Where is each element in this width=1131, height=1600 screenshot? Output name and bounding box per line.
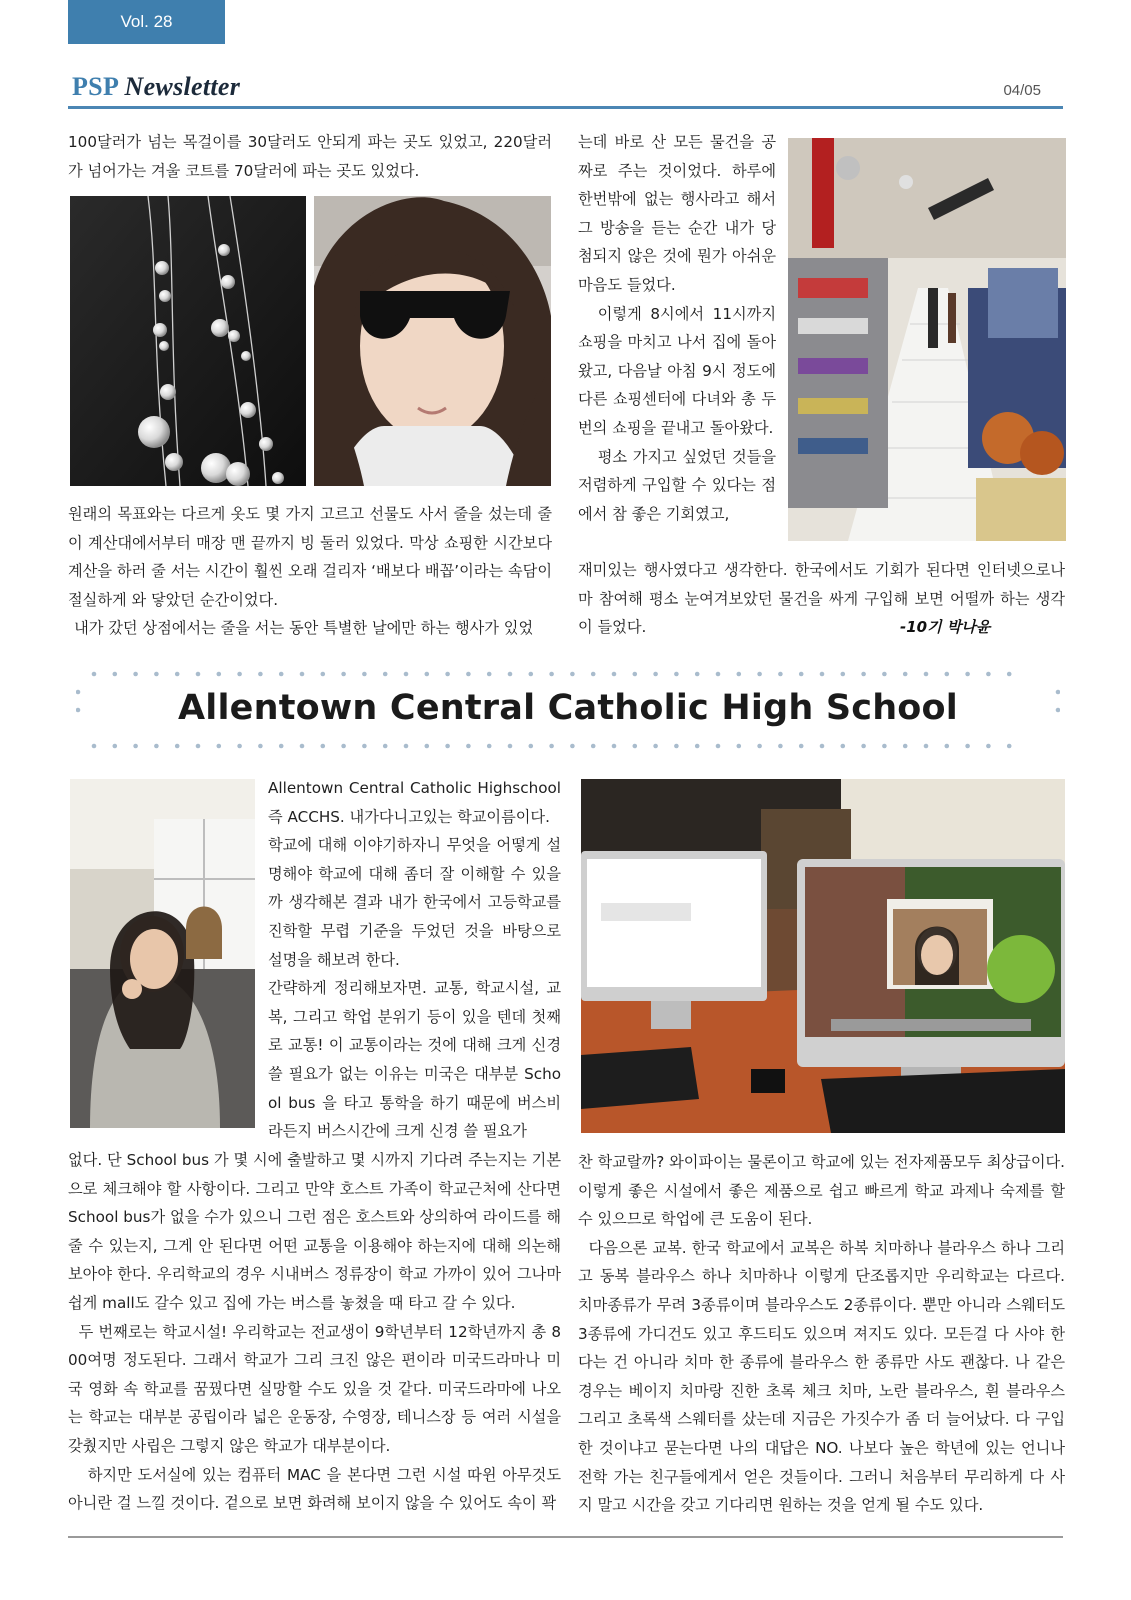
border-dot — [591, 744, 596, 749]
border-dot — [882, 672, 887, 677]
border-dot — [674, 744, 679, 749]
border-dot — [300, 744, 305, 749]
article1-intro: 100달러가 넘는 목걸이를 30달러도 안되게 파는 곳도 있었고, 220달러가 넘어가는 겨울 코트를 70달러에 파는 곳도 있었다. — [68, 133, 552, 180]
border-dot — [133, 744, 138, 749]
border-dot — [425, 672, 430, 677]
article1-right-wide: 재미있는 행사였다고 생각한다. 한국에서도 기회가 된다면 인터넷으로나마 참여해 평소 눈여겨보았던 물건을 싸게 구입해 보면 어떨까 하는 생각이 들었다. — [578, 561, 1065, 637]
border-dot — [487, 744, 492, 749]
border-dot — [133, 672, 138, 677]
border-dot — [237, 672, 242, 677]
border-dot — [321, 672, 326, 677]
border-dot — [217, 672, 222, 677]
article2-col1-wide: 없다. 단 School bus 가 몇 시에 출발하고 몇 시까지 기다려 주는지는 기본으로 체크해야 할 사항이다. 그리고 만약 호스트 가족이 학교근처에 산다면 School bus가 없을 수가 있으니 그런 점은 호스트와 상의하여 라이드를 해 줄 수 있는지, 그게 안 된다면 어떤 교통을 이용해야 하는지에 대해 의논해 보아야 한다. 우리학교의 경우 시내버스 정류장이 학교 가까이 있어 그나마 쉽게 mall도 갈수 있고 집에 가는 버스를 놓쳤을 때 타고 갈 수 있다. 두 번째로는 학교시설! 우리학교는 전교생이 9학년부터 12학년까지 총 800여명 정도된다. 그래서 학교가 그리 크진 않은 편이라 미국드라마나 미국 영화 속 학교를 꿈꿨다면 실망할 수도 있을 것 같다. 미국드라마에 나오는 학교는 대부분 공립이라 넓은 운동장, 수영장, 테니스장 등 여러 시설을 갖췄지만 사립은 그렇지 않은 학교가 대부분이다. 하지만 도서실에 있는 컴퓨터 MAC 을 본다면 그런 시설 따윈 아무것도 아니란 걸 느낄 것이다. 겉으로 보면 화려해 보이지 않을 수 있어도 속이 꽉 — [68, 1151, 561, 1513]
border-dot — [466, 744, 471, 749]
section-title: Allentown Central Catholic High School — [177, 688, 958, 728]
border-dot — [716, 744, 721, 749]
article1-right-narrow: 는데 바로 산 모든 물건을 공짜로 주는 것이었다. 하루에 한번밖에 없는 행사라고 해서 그 방송을 듣는 순간 내가 당첨되지 않은 것에 뭔가 아쉬운 마음도 들었다. 이렇게 8시에서 11시까지 쇼핑을 마치고 나서 집에 돌아왔고, 다음날 아침 9시 정도에 다른 쇼핑센터에 다녀와 총 두 번의 쇼핑을 끝내고 돌아왔다. 평소 가지고 싶었던 것들을 저렴하게 구입할 수 있다는 점에서 참 좋은 기회였고, — [578, 133, 776, 523]
border-dot — [695, 672, 700, 677]
border-dot — [529, 672, 534, 677]
border-dot — [362, 672, 367, 677]
border-dot — [757, 744, 762, 749]
border-dot — [237, 744, 242, 749]
border-dot — [445, 744, 450, 749]
border-dot — [861, 744, 866, 749]
border-dot — [945, 744, 950, 749]
border-dot — [820, 744, 825, 749]
border-dot — [92, 672, 97, 677]
department-store-photo — [788, 138, 1066, 541]
border-dot — [217, 744, 222, 749]
brand-newsletter: Newsletter — [124, 72, 241, 101]
border-dot — [716, 672, 721, 677]
border-dot — [633, 672, 638, 677]
section-title-box — [76, 670, 1060, 750]
border-dot — [175, 672, 180, 677]
border-dot — [300, 672, 305, 677]
border-dot — [154, 672, 159, 677]
article2-col2: 찬 학교랄까? 와이파이는 물론이고 학교에 있는 전자제품모두 최상급이다. 이렇게 좋은 시설에서 좋은 제품으로 쉽고 빠르게 학교 과제나 숙제를 할 수 있으므로 학업에 큰 도움이 된다. 다음으론 교복. 한국 학교에서 교복은 하복 치마하나 블라우스 하나 그리고 동복 블라우스 하나 치마하나 이렇게 단조롭지만 우리학교는 다르다. 치마종류가 무려 3종류이며 블라우스도 2종류이다. 뿐만 아니라 스웨터도 3종류에 가디건도 있고 후드티도 있으며 져지도 있다. 모든걸 다 사야 한다는 건 아니라 치마 한 종류에 블라우스 한 종류만 사도 괜찮다. 나 같은 경우는 베이지 치마랑 진한 초록 체크 치마, 노란 블라우스, 흰 블라우스 그리고 초록색 스웨터를 샀는데 지금은 가짓수가 좀 더 늘어났다. 다 구입한 것이냐고 묻는다면 나의 대답은 NO. 나보다 높은 학년에 있는 언니나 전학 가는 친구들에게서 얻은 것들이다. 그러니 처음부터 무리하게 다 사지 말고 시간을 갖고 기다리면 원하는 것을 얻게 될 수도 있다. — [578, 1153, 1065, 1515]
border-dot — [757, 672, 762, 677]
computer-lab-photo — [581, 779, 1065, 1133]
border-dot — [612, 744, 617, 749]
border-dot — [279, 672, 284, 677]
border-dot — [154, 744, 159, 749]
border-dot — [425, 744, 430, 749]
classroom-photo — [70, 779, 255, 1128]
border-dot — [653, 672, 658, 677]
border-dot — [612, 672, 617, 677]
border-dot — [986, 672, 991, 677]
sunglasses-selfie-photo — [314, 196, 551, 486]
newsletter-masthead — [72, 72, 240, 102]
border-dot — [445, 672, 450, 677]
border-dot — [841, 744, 846, 749]
border-dot — [903, 744, 908, 749]
border-dot — [965, 672, 970, 677]
border-dot — [778, 672, 783, 677]
article2-col1-narrow: Allentown Central Catholic Highschool 즉 ACCHS. 내가다니고있는 학교이름이다. 학교에 대해 이야기하자니 무엇을 어떻게 설명해야 학교에 대해 좀더 잘 이해할 수 있을까 생각해본 결과 내가 한국에서 고등학교를 진학할 무렵 기준을 두었던 것을 바탕으로 설명을 해보려 한다. 간략하게 정리해보자면. 교통, 학교시설, 교복, 그리고 학업 분위기 등이 있을 텐데 첫째로 교통! 이 교통이라는 것에 대해 크게 신경 쓸 필요가 없는 이유는 미국은 대부분 School bus 을 타고 통학을 하기 때문에 버스비라든지 버스시간에 크게 신경 쓸 필요가 — [268, 779, 561, 1141]
border-dot — [258, 744, 263, 749]
border-dot — [113, 744, 118, 749]
border-dot — [882, 744, 887, 749]
border-dot — [404, 744, 409, 749]
border-dot — [549, 744, 554, 749]
border-dot — [487, 672, 492, 677]
border-dot — [362, 744, 367, 749]
issue-date: 04/05 — [1003, 82, 1041, 99]
border-dot — [404, 672, 409, 677]
border-dot — [113, 672, 118, 677]
border-dot — [549, 672, 554, 677]
border-dot — [861, 672, 866, 677]
article1-author: -10기 박나윤 — [900, 618, 991, 636]
header-rule — [68, 106, 1063, 109]
border-dot — [820, 672, 825, 677]
border-dot — [570, 672, 575, 677]
border-dot — [924, 672, 929, 677]
border-dot — [778, 744, 783, 749]
border-dot — [321, 744, 326, 749]
border-dot — [965, 744, 970, 749]
border-dot — [196, 744, 201, 749]
border-dot — [258, 672, 263, 677]
border-dot — [799, 744, 804, 749]
article1-left-body: 원래의 목표와는 다르게 옷도 몇 가지 고르고 선물도 사서 줄을 섰는데 줄이 계산대에서부터 매장 맨 끝까지 빙 둘러 있었다. 막상 쇼핑한 시간보다 계산을 하러 줄 서는 시간이 훨씬 오래 걸리자 ‘배보다 배꼽’이라는 속담이 절실하게 와 닿았던 순간이었다. 내가 갔던 상점에서는 줄을 서는 동안 특별한 날에만 하는 행사가 있었 — [68, 505, 552, 638]
border-dot — [529, 744, 534, 749]
border-dot — [341, 744, 346, 749]
border-dot — [570, 744, 575, 749]
border-dot — [508, 744, 513, 749]
border-dot — [279, 744, 284, 749]
border-dot — [695, 744, 700, 749]
necklace-photo — [70, 196, 306, 486]
border-dot — [653, 744, 658, 749]
brand-psp: PSP — [72, 72, 118, 101]
border-dot — [383, 744, 388, 749]
border-dot — [737, 744, 742, 749]
border-dot — [1007, 744, 1012, 749]
border-dot — [841, 672, 846, 677]
border-dot — [799, 672, 804, 677]
border-dot — [633, 744, 638, 749]
border-dot — [175, 744, 180, 749]
volume-tab: Vol. 28 — [68, 0, 225, 44]
border-dot — [903, 672, 908, 677]
border-dot — [924, 744, 929, 749]
border-dot — [383, 672, 388, 677]
footer-rule — [68, 1536, 1063, 1538]
border-dot — [1007, 672, 1012, 677]
border-dot — [591, 672, 596, 677]
border-dot — [196, 672, 201, 677]
border-dot — [674, 672, 679, 677]
border-dot — [341, 672, 346, 677]
border-dot — [508, 672, 513, 677]
border-dot — [986, 744, 991, 749]
border-dot — [92, 744, 97, 749]
border-dot — [945, 672, 950, 677]
border-dot — [466, 672, 471, 677]
border-dot — [737, 672, 742, 677]
